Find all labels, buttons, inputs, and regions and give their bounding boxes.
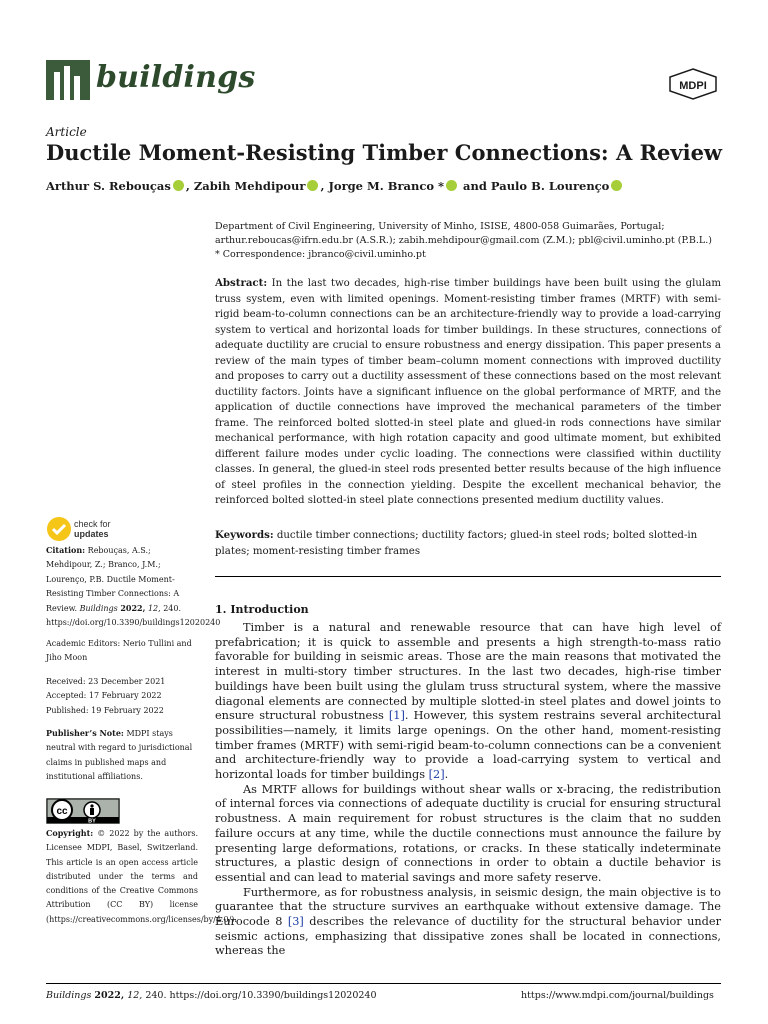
footer-divider bbox=[46, 983, 721, 984]
keywords-label: Keywords: bbox=[215, 529, 274, 541]
orcid-icon[interactable] bbox=[611, 180, 622, 191]
publisher-note bbox=[46, 726, 198, 784]
divider bbox=[215, 576, 721, 577]
mdpi-logo-icon bbox=[667, 68, 719, 100]
svg-text:cc: cc bbox=[56, 806, 68, 817]
author-3[interactable]: Jorge M. Branco * bbox=[328, 179, 445, 193]
article-type: Article bbox=[46, 125, 87, 139]
copyright-text: © 2022 by the authors. Licensee MDPI, Basel, Switzerland. This article is an open access article distributed under the terms and conditions of the Creative Commons Attribution (CC BY) license (https://creativecommons.org/licenses/by/4.0/). bbox=[46, 829, 237, 924]
body-text bbox=[215, 621, 721, 959]
citation-journal: Buildings bbox=[79, 604, 118, 614]
academic-editors: Academic Editors: Nerio Tullini and Jiho Moon bbox=[46, 639, 192, 663]
footer-url[interactable]: https://www.mdpi.com/journal/buildings bbox=[521, 990, 714, 1001]
abstract-text: In the last two decades, high-rise timber buildings have been built using the glulam truss system, even with limited openings. Moment-resisting timber frames (MRTF) with semi-rigid beam-to-column connections can be an architecture-friendly way to provide a load-carrying system to vertical and horizontal loads for timber buildings. In these structures, connections of adequate ductility are crucial to ensure robustness and energy dissipation. This paper presents a review of the main types of timber beam–column moment connections with improved ductility and proposes to carry out a ductility assessment of these connections based on the most relevant ductility factors. Joints have a significant influence on the global performance of MRTF, and the application of ductile connections have improved the mechanical parameters of the timber frame. The reinforced bolted slotted-in steel plate and glued-in rods connections have similar mechanical performance, with high rotation capacity and good ultimate moment, but exhibited different failure modes under cyclic loading. The connections were classified within ductility classes. In general, the glued-in steel rods presented better results because of the high influence of steel profiles in the connection yielding. Despite the excellent mechanical behavior, the reinforced bolted slotted-in steel plate connections presented medium ductility values. bbox=[215, 278, 721, 506]
cc-by-label: BY bbox=[88, 818, 96, 824]
footer-citation bbox=[46, 990, 377, 1001]
affiliation-block bbox=[215, 220, 712, 262]
citation-year: 2022, bbox=[120, 603, 146, 614]
cc-by-license-icon[interactable] bbox=[46, 798, 120, 824]
check-for-updates-badge[interactable] bbox=[46, 516, 146, 544]
paper-title: Ductile Moment-Resisting Timber Connections: A Review bbox=[46, 140, 723, 165]
footer-doi[interactable]: 240. https://doi.org/10.3390/buildings12020240 bbox=[145, 990, 377, 1001]
citation-block bbox=[46, 543, 221, 631]
orcid-icon[interactable] bbox=[307, 180, 318, 191]
citation-link[interactable]: [3] bbox=[287, 915, 304, 929]
check-updates-icon bbox=[46, 516, 72, 542]
keywords-text: ductile timber connections; ductility factors; glued-in steel rods; bolted slotted-in plates; moment-resisting timber frames bbox=[215, 530, 698, 557]
citation-label: Citation: bbox=[46, 545, 86, 555]
dates-block bbox=[46, 675, 198, 718]
footer-journal: Buildings bbox=[46, 990, 92, 1001]
orcid-icon[interactable] bbox=[446, 180, 457, 191]
copyright-block bbox=[46, 826, 237, 927]
paragraph: As MRTF allows for buildings without shear walls or x-bracing, the redistribution of internal forces via connections of adequate ductility is crucial for ensuring structural robustness. A main requirement for robust structures is the claim that no sudden failure occurs at any time, while the ductile connections must announce the failure by presenting large deformations, rotations, or cracks. In these statically indeterminate structures, a plastic design of connections in order to obtain a ductile behavior is essential and can lead to material savings and more safety reserve. bbox=[215, 782, 721, 884]
paragraph: Furthermore, as for robustness analysis, in seismic design, the main objective is to guarantee that the structure survives an earthquake without extensive damage. The Eurocode 8 [3] describes the relevance of ductility for the structural behavior under seismic actions, emphasizing that dissipative zones shall be located in connections, whereas the bbox=[215, 885, 722, 958]
journal-name: buildings bbox=[96, 60, 256, 95]
author-list: Arthur S. Rebouças , Zabih Mehdipour , Jorge M. Branco * and Paulo B. Lourenço bbox=[46, 179, 624, 193]
keywords bbox=[215, 528, 721, 559]
affiliation-line: Department of Civil Engineering, University of Minho, ISISE, 4800-058 Guimarães, Portugal; bbox=[215, 221, 665, 232]
citation-text: Rebouças, A.S.; Mehdipour, Z.; Branco, J.M.; Lourenço, P.B. Ductile Moment-Resisting Timber Connections: A Review. bbox=[46, 546, 180, 614]
section-heading: 1. Introduction bbox=[215, 603, 309, 616]
received-date: Received: 23 December 2021 bbox=[46, 677, 166, 686]
correspondence[interactable]: * Correspondence: jbranco@civil.uminho.pt bbox=[215, 249, 426, 260]
abstract bbox=[215, 276, 721, 509]
author-1[interactable]: Arthur S. Rebouças bbox=[46, 179, 171, 193]
footer-year: 2022, bbox=[94, 990, 125, 1001]
author-2[interactable]: Zabih Mehdipour bbox=[193, 179, 306, 193]
publisher-note-label: Publisher’s Note: bbox=[46, 728, 124, 738]
author-4[interactable]: Paulo B. Lourenço bbox=[490, 179, 610, 193]
author-emails[interactable]: arthur.reboucas@ifrn.edu.br (A.S.R.); zabih.mehdipour@gmail.com (Z.M.); pbl@civil.uminho.pt (P.B.L.) bbox=[215, 235, 712, 246]
publisher-note-text: MDPI stays neutral with regard to jurisdictional claims in published maps and institutional affiliations. bbox=[46, 729, 193, 781]
abstract-label: Abstract: bbox=[215, 277, 268, 289]
check-updates-line2: updates bbox=[74, 529, 109, 539]
copyright-label: Copyright: bbox=[46, 828, 94, 838]
orcid-icon[interactable] bbox=[173, 180, 184, 191]
journal-logo-icon bbox=[46, 60, 90, 100]
accepted-date: Accepted: 17 February 2022 bbox=[46, 691, 162, 701]
citation-link[interactable]: [1] bbox=[388, 709, 405, 723]
mdpi-label: MDPI bbox=[679, 80, 707, 92]
citation-doi[interactable]: 240. https://doi.org/10.3390/buildings12020240 bbox=[46, 604, 221, 628]
check-updates-line1: check for bbox=[74, 519, 111, 529]
footer-volume: 12, bbox=[127, 990, 143, 1001]
citation-link[interactable]: [2] bbox=[428, 768, 445, 782]
published-date: Published: 19 February 2022 bbox=[46, 705, 164, 715]
citation-volume: 12, bbox=[147, 604, 161, 614]
paragraph: Timber is a natural and renewable resource that can have high level of prefabrication; it is quick to assemble and presents a high strength-to-mass ratio favorable for building in seismic areas. Those are the main reasons that motivated the interest in multi-story timber structures. In the last two decades, high-rise timber buildings have been built using the glulam truss structural system, where the massive diagonal elements are connected by multiple slotted-in steel plates and dowel joints to ensure structural robustness [1]. However, this system restrains several architectural possibilities—namely, it limits large openings. On the other hand, moment-resisting timber frames (MRTF) with semi-rigid beam-to-column connections can be a convenient and architecture-friendly way to provide a load-carrying system to vertical and horizontal loads for timber buildings [2]. bbox=[215, 621, 721, 782]
